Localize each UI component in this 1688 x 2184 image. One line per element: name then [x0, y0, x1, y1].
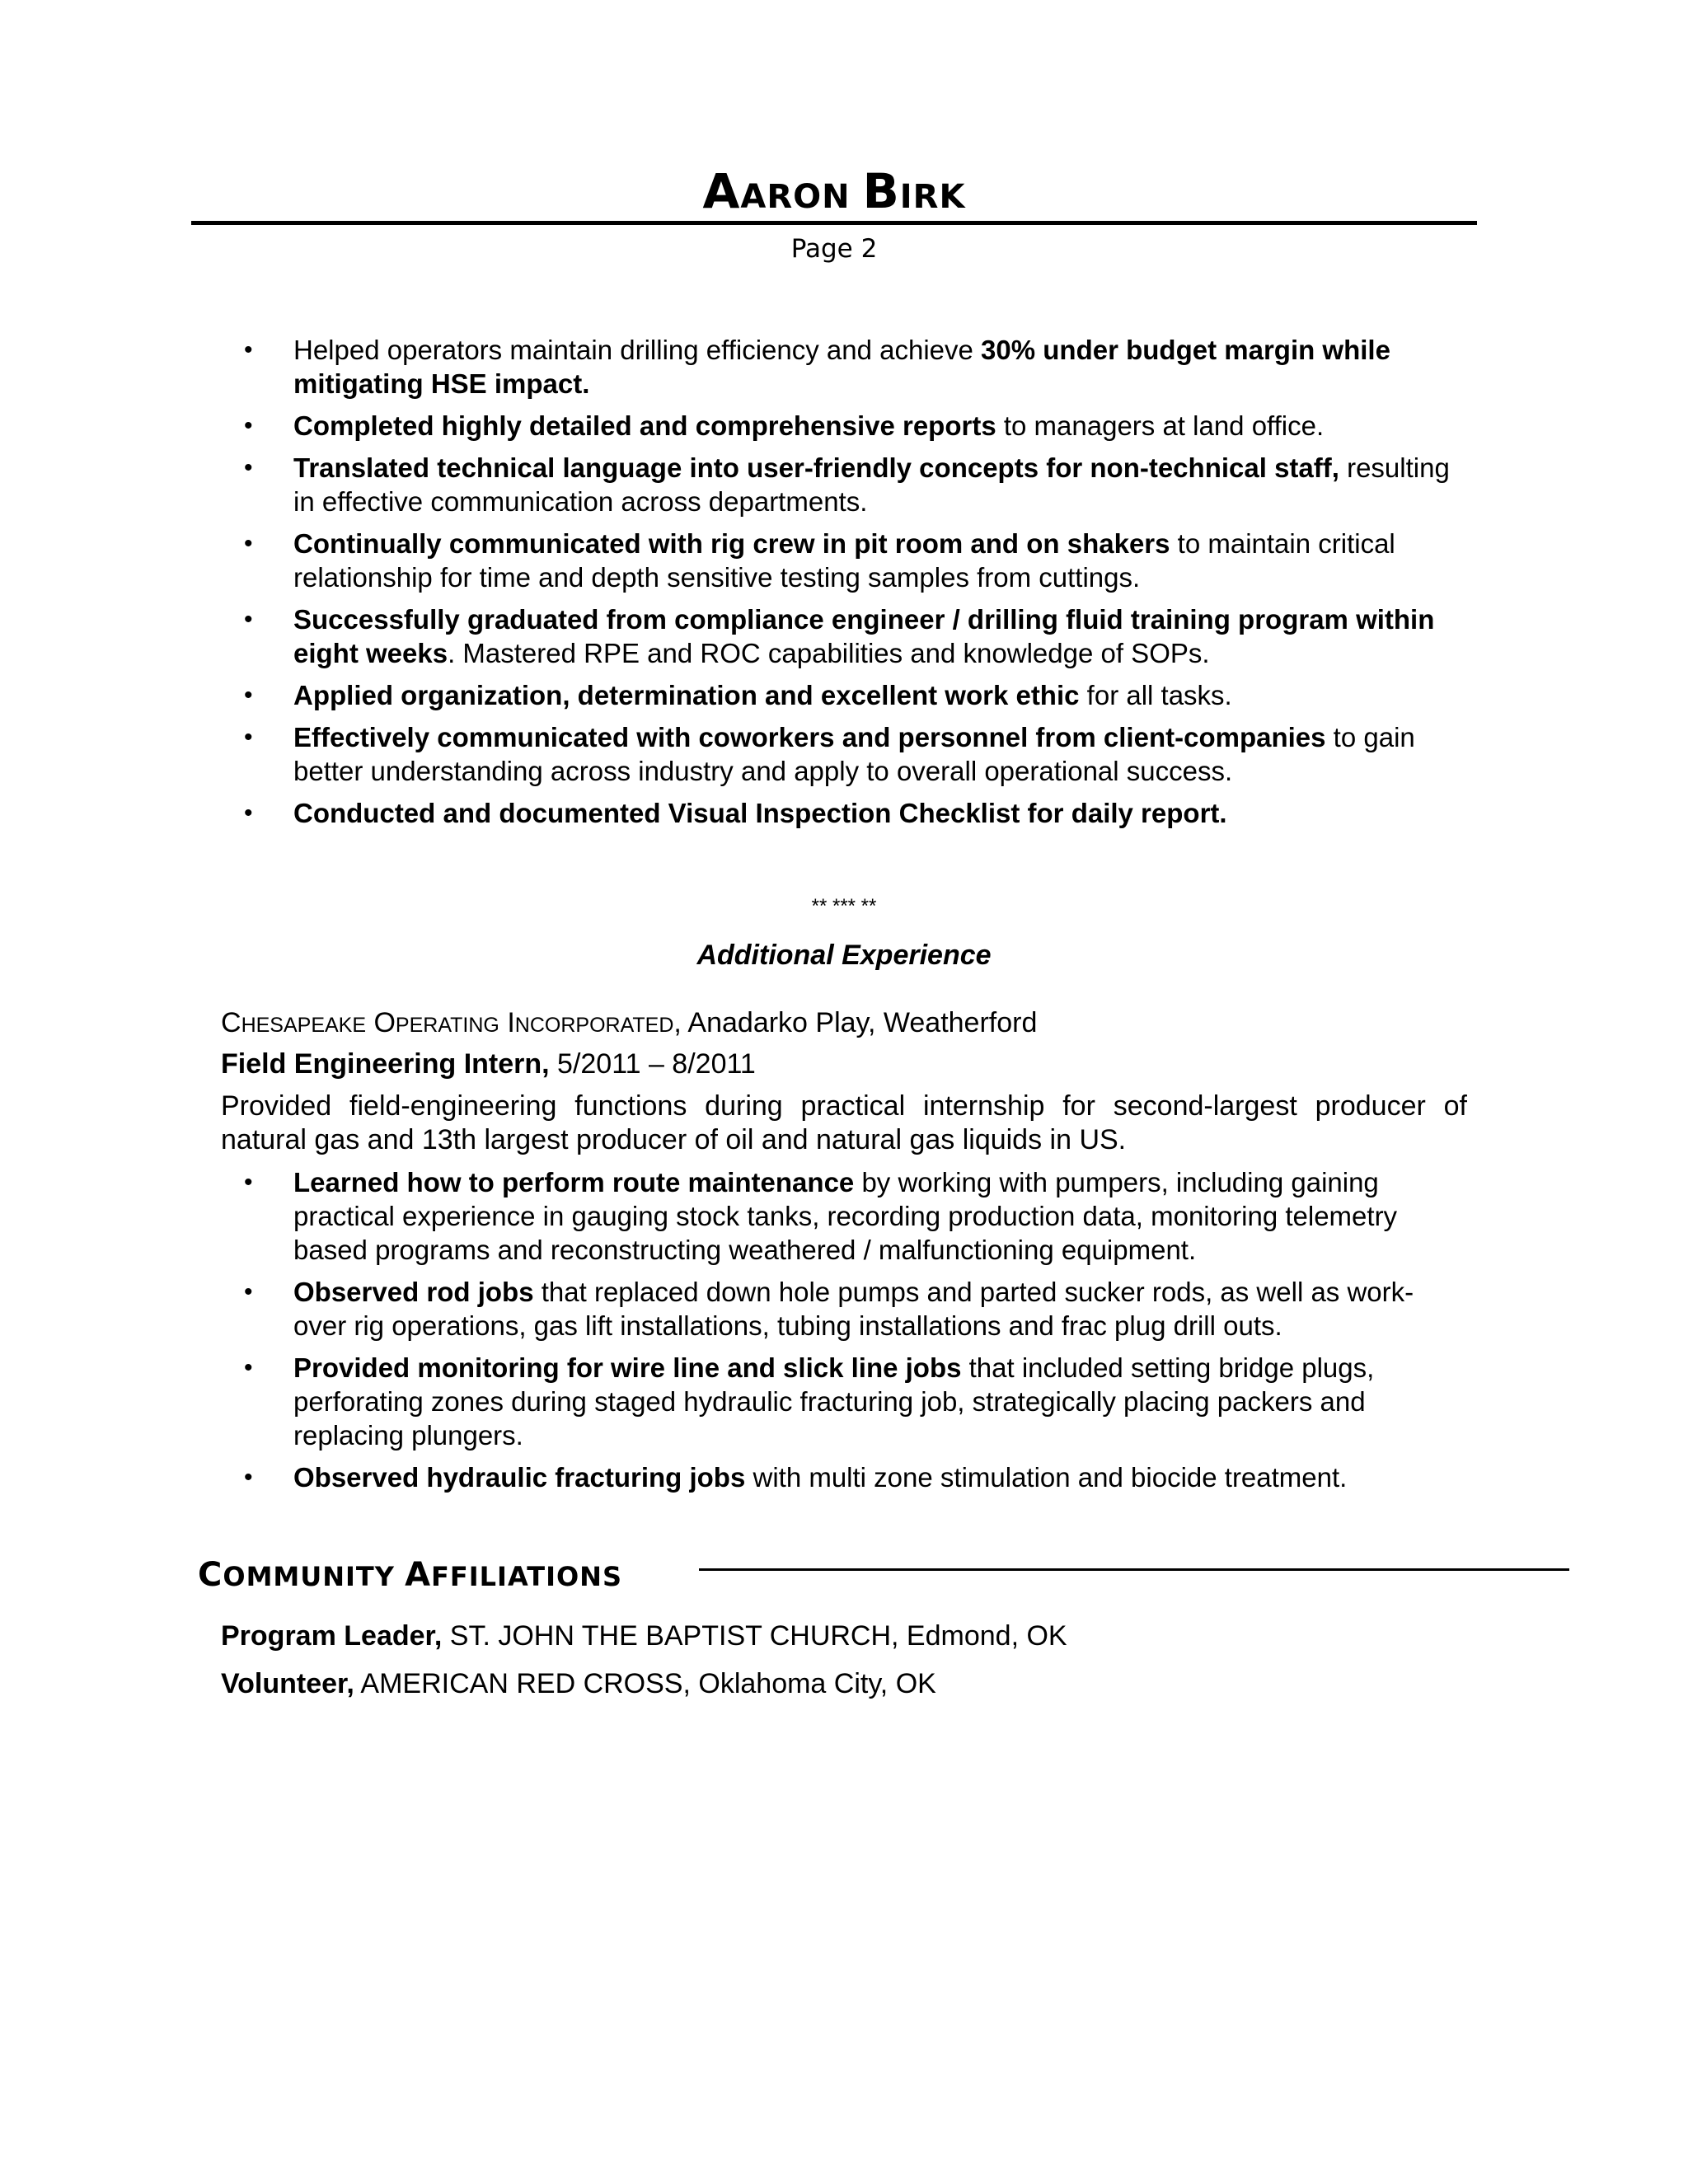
name-divider	[191, 221, 1477, 225]
page-number: Page 2	[790, 234, 878, 264]
list-item: • Observed rod jobs that replaced down hole pumps and parted sucker rods, as well as work-over rig operations, gas lift installations, tubing installations and frac plug drill outs.	[244, 1277, 1414, 1341]
list-item: • Provided monitoring for wire line and slick line jobs that included setting bridge plugs, perforating zones during staged hydraulic fracturing job, strategically placing packers and replacing plungers.	[244, 1352, 1375, 1451]
section-separator: ** *** **	[811, 895, 877, 917]
list-item: • Helped operators maintain drilling efficiency and achieve 30% under budget margin while mitigating HSE impact.	[244, 335, 1390, 399]
list-item: • Applied organization, determination and excellent work ethic for all tasks.	[244, 680, 1232, 710]
affiliation-item: Program Leader, ST. JOHN THE BAPTIST CHURCH, Edmond, OK	[221, 1620, 1067, 1652]
list-item: • Translated technical language into user-friendly concepts for non-technical staff, resulting in effective communication across departments.	[244, 452, 1450, 517]
list-item: • Learned how to perform route maintenance by working with pumpers, including gaining practical experience in gauging stock tanks, recording production data, monitoring telemetry based programs and reconstructing weathered / malfunctioning equipment.	[244, 1167, 1398, 1265]
job-description: Provided field-engineering functions during practical internship for second-largest producer of natural gas and 13th largest producer of oil and natural gas liquids in US.	[221, 1090, 1467, 1155]
experience-bullet-list	[0, 333, 1484, 838]
additional-experience-heading: Additional Experience	[696, 940, 992, 971]
list-item: • Completed highly detailed and comprehensive reports to managers at land office.	[244, 410, 1325, 441]
list-item: • Observed hydraulic fracturing jobs with multi zone stimulation and biocide treatment.	[244, 1462, 1348, 1493]
list-item: • Continually communicated with rig crew in pit room and on shakers to maintain critical relationship for time and depth sensitive testing samples from cuttings.	[244, 528, 1395, 593]
job-bullet-list	[0, 1165, 1484, 1502]
community-affiliations-heading: COMMUNITY AFFILIATIONS	[198, 1556, 622, 1594]
resume-name: AARON BIRK	[702, 163, 966, 219]
list-item: • Conducted and documented Visual Inspection Checklist for daily report.	[244, 798, 1227, 828]
section-divider	[699, 1568, 1569, 1571]
job-title-line: Field Engineering Intern, 5/2011 – 8/2011	[221, 1048, 756, 1080]
list-item: • Successfully graduated from compliance engineer / drilling fluid training program within eight weeks. Mastered RPE and ROC capabilities and knowledge of SOPs.	[244, 604, 1435, 668]
employer-line: CHESAPEAKE OPERATING INCORPORATED, Anadarko Play, Weatherford	[221, 1007, 1038, 1038]
affiliation-item: Volunteer, AMERICAN RED CROSS, Oklahoma City, OK	[221, 1668, 936, 1699]
list-item: • Effectively communicated with coworkers and personnel from client-companies to gain better understanding across industry and apply to overall operational success.	[244, 722, 1415, 786]
